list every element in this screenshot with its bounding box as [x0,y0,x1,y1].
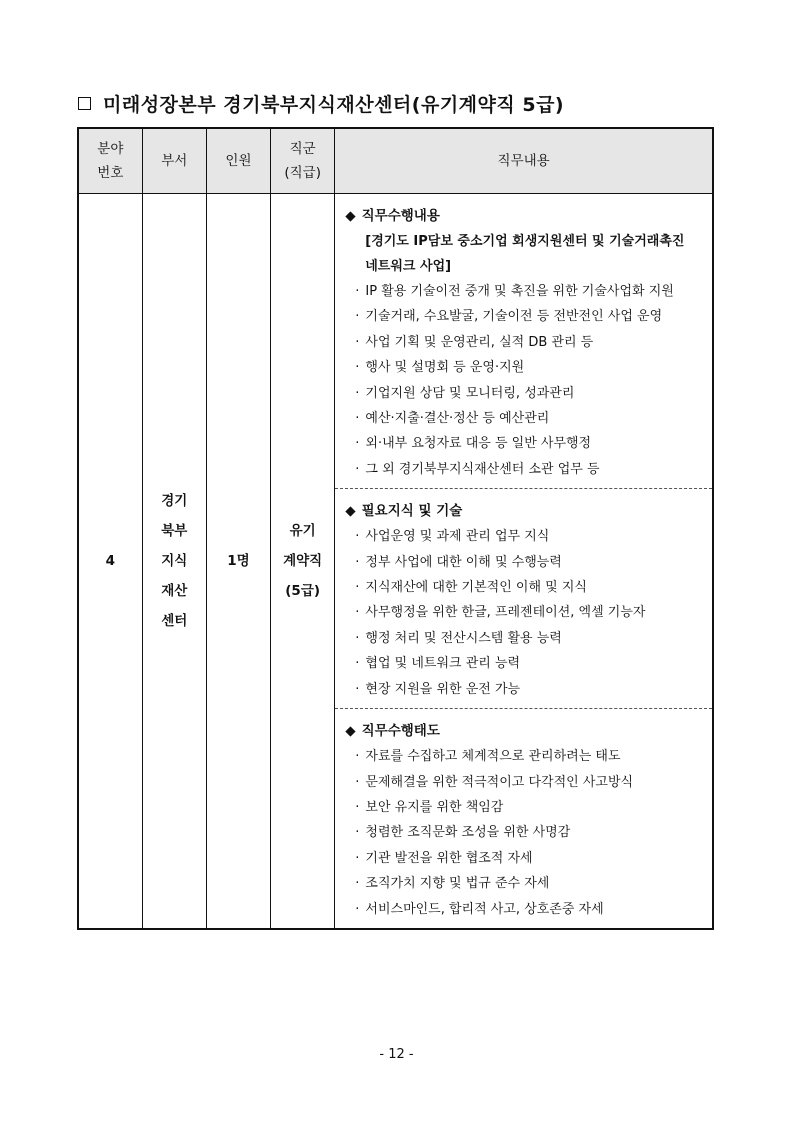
middle-dot-bullet-icon: · [355,461,360,477]
page-number: - 12 - [379,1047,414,1062]
table-row [78,194,713,929]
header-dept: 부서 [142,128,206,194]
grade-line: 유기 [289,522,316,539]
duty-section [335,194,712,488]
diamond-bullet-icon: ◆ [345,208,356,224]
section-title [78,90,564,117]
header-grade-line2: (직급) [284,165,321,181]
list-item-text: 예산·지출·결산·정산 등 예산관리 [365,411,550,427]
dept-line: 북부 [161,522,188,539]
middle-dot-bullet-icon: · [355,656,360,672]
list-item-text: 지식재산에 대한 기본적인 이해 및 지식 [365,580,587,596]
list-item-text: 사업 기획 및 운영관리, 실적 DB 관리 등 [365,334,594,350]
job-table [77,127,714,930]
list-item-text: 문제해결을 위한 적극적이고 다각적인 사고방식 [365,774,634,790]
dept-line: 재산 [161,582,188,599]
list-item-text: 기업지원 상담 및 모니터링, 성과관리 [365,385,575,401]
list-item [345,457,706,482]
list-item [345,431,706,456]
duty-section [335,708,712,928]
list-item-text: 정부 사업에 대한 이해 및 수행능력 [365,554,562,570]
checkbox-square-icon [78,97,91,110]
middle-dot-bullet-icon: · [355,605,360,621]
middle-dot-bullet-icon: · [355,334,360,350]
duty-section-heading [345,499,706,524]
list-item [345,897,706,922]
list-item [345,600,706,625]
middle-dot-bullet-icon: · [355,825,360,841]
list-item [345,820,706,845]
diamond-bullet-icon: ◆ [345,723,356,740]
list-item-text: 기술거래, 수요발굴, 기술이전 등 전반전인 사업 운영 [365,309,663,325]
list-item-text: 기관 발전을 위한 협조적 자세 [365,850,533,866]
cell-duties [335,194,713,929]
middle-dot-bullet-icon: · [355,850,360,866]
list-item [345,626,706,651]
middle-dot-bullet-icon: · [355,799,360,815]
list-item [345,744,706,769]
duty-subheading: 네트워크 사업] [365,259,452,274]
list-item-text: 서비스마인드, 합리적 사고, 상호존중 자세 [365,901,604,917]
cell-dept [142,194,206,929]
list-item-text: 외·내부 요청자료 대응 등 일반 사무행정 [365,436,592,452]
table-header-row [78,128,713,194]
middle-dot-bullet-icon: · [355,411,360,427]
list-item [345,304,706,329]
header-grade [271,128,335,194]
middle-dot-bullet-icon: · [355,749,360,765]
section-title-text: 미래성장본부 경기북부지식재산센터(유기계약직 5급) [103,94,565,116]
duty-section [335,488,712,708]
list-item-text: 협업 및 네트워크 관리 능력 [365,656,521,672]
list-item [345,770,706,795]
middle-dot-bullet-icon: · [355,876,360,892]
middle-dot-bullet-icon: · [355,385,360,401]
grade-line: (5급) [285,582,321,599]
cell-count: 1명 [206,194,270,929]
header-duties: 직무내용 [335,128,713,194]
list-item-text: 조직가치 지향 및 법규 준수 자세 [365,876,550,892]
list-item-text: 행사 및 설명회 등 운영·지원 [365,360,525,376]
list-item-text: 보안 유지를 위한 책임감 [365,799,504,815]
dept-line: 경기 [161,492,188,509]
middle-dot-bullet-icon: · [355,284,360,299]
middle-dot-bullet-icon: · [355,774,360,790]
middle-dot-bullet-icon: · [355,901,360,917]
header-count: 인원 [206,128,270,194]
middle-dot-bullet-icon: · [355,529,360,545]
duty-section-heading [345,204,706,229]
list-item [345,381,706,406]
list-item [345,575,706,600]
middle-dot-bullet-icon: · [355,681,360,697]
middle-dot-bullet-icon: · [355,554,360,570]
list-item [345,279,706,304]
cell-grade [271,194,335,929]
list-item [345,795,706,820]
list-item-text: 청렴한 조직문화 조성을 위한 사명감 [365,825,571,841]
list-item-text: 사무행정을 위한 한글, 프레젠테이션, 엑셀 기능자 [365,605,646,621]
duty-subheading: [경기도 IP담보 중소기업 회생지원센터 및 기술거래촉진 [365,234,685,249]
dept-line: 지식 [161,552,188,569]
header-grade-line1: 직군 [289,141,316,157]
list-item [345,406,706,431]
duty-sections [335,194,712,928]
list-item [345,524,706,549]
list-item [345,651,706,676]
list-item [345,330,706,355]
middle-dot-bullet-icon: · [355,436,360,452]
duty-section-heading-text: 직무수행내용 [361,208,440,224]
list-item-text: 그 외 경기북부지식재산센터 소관 업무 등 [365,461,600,477]
grade-line: 계약직 [283,552,323,569]
duty-section-heading-text: 필요지식 및 기술 [361,503,463,520]
header-field-no-line1: 분야 [97,141,124,157]
list-item [345,355,706,380]
header-field-no-line2: 번호 [97,165,124,181]
list-item-text: IP 활용 기술이전 중개 및 촉진을 위한 기술사업화 지원 [365,284,674,299]
middle-dot-bullet-icon: · [355,630,360,646]
middle-dot-bullet-icon: · [355,360,360,376]
header-field-no [78,128,142,194]
diamond-bullet-icon: ◆ [345,503,356,520]
duty-section-heading-text: 직무수행태도 [361,723,440,740]
list-item [345,846,706,871]
duty-section-heading [345,719,706,744]
list-item-text: 현장 지원을 위한 운전 가능 [365,681,521,697]
list-item [345,550,706,575]
cell-field-no: 4 [78,194,142,929]
list-item [345,677,706,702]
dept-line: 센터 [161,612,188,629]
list-item-text: 사업운영 및 과제 관리 업무 지식 [365,529,550,545]
list-item-text: 자료를 수집하고 체계적으로 관리하려는 태도 [365,749,621,765]
middle-dot-bullet-icon: · [355,580,360,596]
list-item [345,871,706,896]
list-item-text: 행정 처리 및 전산시스템 활용 능력 [365,630,562,646]
middle-dot-bullet-icon: · [355,309,360,325]
